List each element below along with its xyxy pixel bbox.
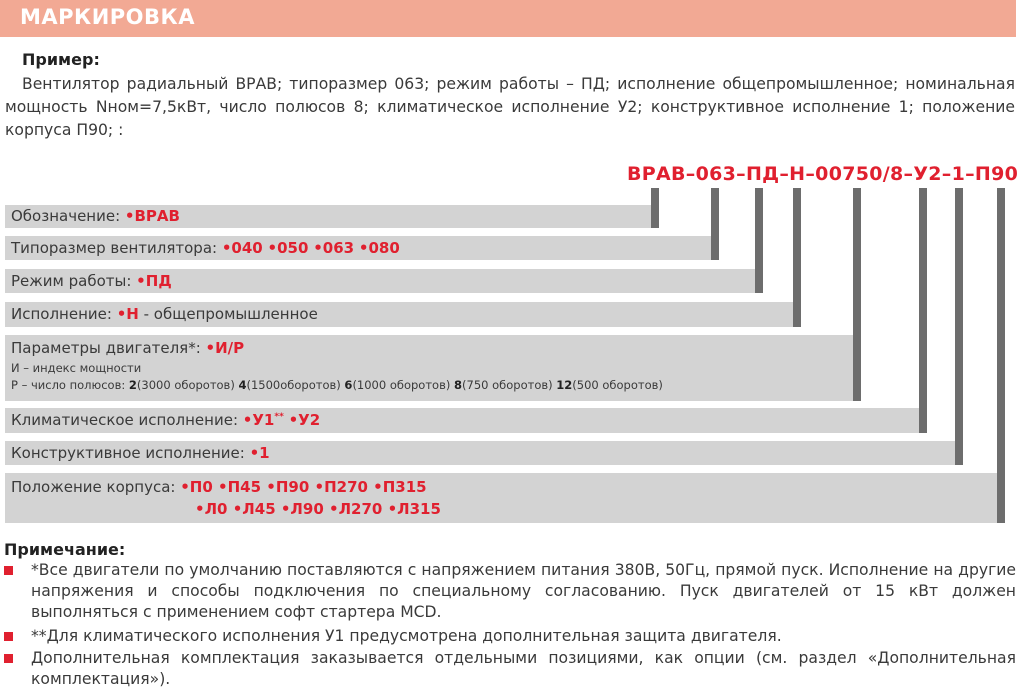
row-motor: Параметры двигателя*: •И/Р: [11, 339, 245, 357]
note-2: **Для климатического исполнения У1 предусмотрена дополнительная защита двигателя.: [4, 626, 1016, 647]
connector-position: [997, 188, 1005, 523]
section-title: МАРКИРОВКА: [20, 5, 195, 29]
section-header: [0, 0, 1016, 37]
connector-motor: [853, 188, 861, 401]
connector-execution: [793, 188, 801, 327]
note-1: *Все двигатели по умолчанию поставляются с напряжением питания 380В, 50Гц, прямой пуск. Исполнение на другие напряжения и способы подключения по специальному согласованию. Пуск двигателей от 15 кВт должен выполняться с применением софт стартера МСD.: [4, 560, 1016, 623]
row-climate: Климатическое исполнение: •У1** •У2: [11, 411, 321, 429]
row-designation: Обозначение: •ВРАВ: [11, 207, 180, 225]
bullet-square-icon: [4, 654, 13, 663]
motor-poles: Р – число полюсов: 2(3000 оборотов) 4(1500оборотов) 6(1000 оборотов) 8(750 оборотов) 12(500 оборотов): [11, 378, 663, 392]
connector-size: [711, 188, 719, 260]
notes-title: Примечание:: [4, 540, 126, 559]
example-title: Пример:: [22, 50, 100, 69]
example-body: Вентилятор радиальный ВРАВ; типоразмер 063; режим работы – ПД; исполнение общепромышленное; номинальная мощность Nном=7,5кВт, число полюсов 8; климатическое исполнение У2; конструктивное исполнение 1; положение корпуса П90; :: [5, 75, 1015, 139]
row-position-line2: •Л0 •Л45 •Л90 •Л270 •Л315: [195, 500, 441, 518]
connector-designation: [651, 188, 659, 228]
row-execution: Исполнение: •Н - общепромышленное: [11, 305, 318, 323]
connector-construction: [955, 188, 963, 465]
row-mode: Режим работы: •ПД: [11, 272, 172, 290]
bullet-square-icon: [4, 632, 13, 641]
bullet-square-icon: [4, 566, 13, 575]
connector-mode: [755, 188, 763, 293]
connector-climate: [919, 188, 927, 433]
row-size: Типоразмер вентилятора: •040 •050 •063 •080: [11, 239, 400, 257]
row-construction: Конструктивное исполнение: •1: [11, 444, 270, 462]
motor-power-index: И – индекс мощности: [11, 361, 142, 375]
note-3: Дополнительная комплектация заказывается отдельными позициями, как опции (см. раздел «Дополнительная комплектация»).: [4, 648, 1016, 690]
row-position: Положение корпуса: •П0 •П45 •П90 •П270 •П315: [11, 478, 427, 496]
example-text: [5, 73, 1015, 142]
marking-code: ВРАВ–063–ПД–Н–00750/8–У2–1–П90: [627, 163, 1019, 185]
